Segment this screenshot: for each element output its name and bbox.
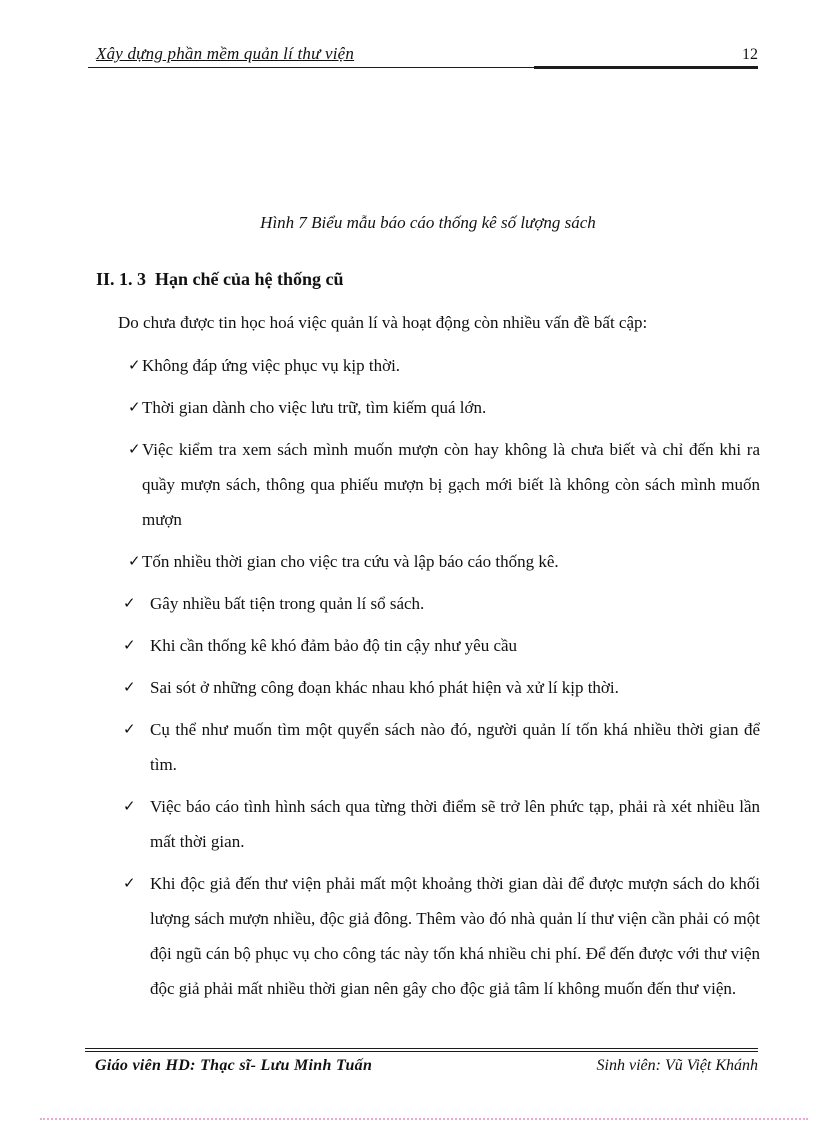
bullet-item: [96, 670, 760, 705]
bullet-item: [96, 348, 760, 383]
header-title: Xây dựng phần mềm quản lí thư viện: [96, 44, 355, 63]
header-rule: [534, 66, 758, 69]
page-body: [96, 205, 760, 1013]
bullet-item: [96, 390, 760, 425]
page-header: [88, 44, 758, 68]
bullet-item: [96, 866, 760, 1006]
check-icon: ✓: [123, 720, 136, 738]
bullet-list: [96, 348, 760, 1006]
check-icon: ✓: [128, 398, 141, 416]
check-icon: ✓: [128, 552, 141, 570]
page-footer: [85, 1048, 758, 1075]
bullet-text: Việc báo cáo tình hình sách qua từng thời điểm sẽ trở lên phức tạp, phải rà xét nhiều lần mất thời gian.: [150, 797, 760, 851]
check-icon: ✓: [128, 356, 141, 374]
figure-caption: Hình 7 Biểu mẫu báo cáo thống kê số lượng sách: [260, 213, 596, 232]
bullet-item: [96, 544, 760, 579]
bullet-text: Gây nhiều bất tiện trong quản lí sổ sách.: [150, 594, 425, 613]
page-number: 12: [742, 46, 758, 63]
footer-student: Sinh viên: Vũ Việt Khánh: [596, 1057, 758, 1074]
page-boundary-dots: [40, 1118, 808, 1120]
check-icon: ✓: [123, 874, 136, 892]
bullet-text: Sai sót ở những công đoạn khác nhau khó phát hiện và xử lí kịp thời.: [150, 678, 619, 697]
check-icon: ✓: [123, 797, 136, 815]
bullet-text: Việc kiểm tra xem sách mình muốn mượn còn hay không là chưa biết và chỉ đến khi ra quầy mượn sách, thông qua phiếu mượn bị gạch mới biết là không còn sách mình muốn mượn: [142, 440, 760, 529]
intro-paragraph: Do chưa được tin học hoá việc quản lí và hoạt động còn nhiều vấn đề bất cập:: [118, 313, 648, 332]
check-icon: ✓: [123, 594, 136, 612]
section-heading: II. 1. 3 Hạn chế của hệ thống cũ: [96, 269, 344, 289]
bullet-item: [96, 712, 760, 782]
footer-advisor: Giáo viên HD: Thạc sĩ- Lưu Minh Tuấn: [95, 1057, 373, 1074]
bullet-text: Không đáp ứng việc phục vụ kịp thời.: [142, 356, 401, 375]
bullet-item: [96, 628, 760, 663]
check-icon: ✓: [123, 678, 136, 696]
bullet-item: [96, 789, 760, 859]
bullet-text: Thời gian dành cho việc lưu trữ, tìm kiếm quá lớn.: [142, 398, 487, 417]
bullet-text: Tốn nhiều thời gian cho việc tra cứu và lập báo cáo thống kê.: [142, 552, 559, 571]
bullet-text: Khi độc giả đến thư viện phải mất một khoảng thời gian dài để được mượn sách do khối lượng sách mượn nhiều, độc giả đông. Thêm vào đó nhà quản lí thư viện cần phải có một đội ngũ cán bộ phục vụ cho công tác này tốn khá nhiều chi phí. Để đến được với thư viện độc giả phải mất nhiều thời gian nên gây cho độc giả tâm lí không muốn đến thư viện.: [150, 874, 760, 998]
check-icon: ✓: [123, 636, 136, 654]
check-icon: ✓: [128, 440, 141, 458]
bullet-text: Khi cần thống kê khó đảm bảo độ tin cậy như yêu cầu: [150, 636, 518, 655]
bullet-item: [96, 432, 760, 537]
bullet-text: Cụ thể như muốn tìm một quyển sách nào đó, người quản lí tốn khá nhiều thời gian để tìm.: [150, 720, 760, 774]
bullet-item: [96, 586, 760, 621]
